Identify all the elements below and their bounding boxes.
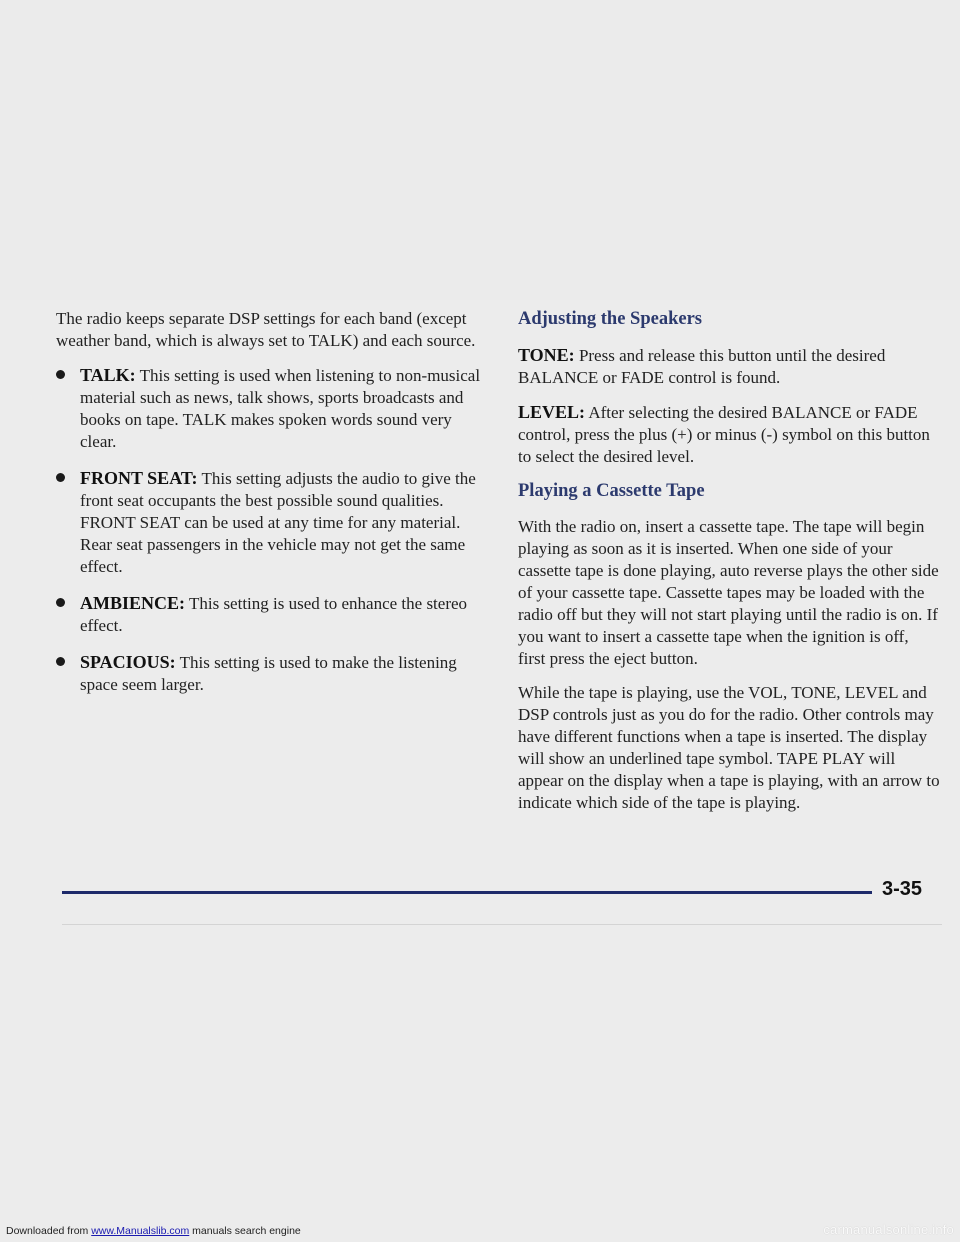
- cassette-paragraph-1: With the radio on, insert a cassette tape. The tape will begin playing as soon as it is inserted. When one side of your cassette tape is done playing, auto reverse plays the other side of your cassette tape. Cassette tapes may be loaded with the radio off but they will not start playing until the radio is on. If you want to insert a cassette tape when the ignition is off, first press the eject button.: [518, 517, 939, 668]
- dsp-intro-paragraph: The radio keeps separate DSP settings for each band (except weather band, which is always set to TALK) and each source.: [56, 309, 476, 350]
- heading-playing-cassette: Playing a Cassette Tape: [518, 481, 705, 501]
- front-seat-description: This setting adjusts the audio to give the front seat occupants the best possible sound qualities. FRONT SEAT can be used at any time for any material. Rear seat passengers in the vehicle may not get the same effect.: [80, 469, 476, 576]
- page-number: 3-35: [882, 878, 923, 900]
- talk-description: This setting is used when listening to non-musical material such as news, talk shows, sports broadcasts and books on tape. TALK makes spoken words sound very clear.: [80, 366, 481, 451]
- term-front-seat: FRONT SEAT:: [80, 468, 198, 488]
- faint-divider: [62, 924, 942, 925]
- bullet-icon: [56, 657, 65, 666]
- level-paragraph: [518, 401, 940, 468]
- term-ambience: AMBIENCE:: [80, 593, 186, 613]
- bullet-icon: [56, 370, 65, 379]
- term-talk: TALK:: [80, 365, 136, 385]
- term-level: LEVEL:: [518, 402, 586, 422]
- tone-description: Press and release this button until the desired BALANCE or FADE control is found.: [518, 346, 886, 387]
- tone-paragraph: [518, 344, 940, 389]
- bullet-icon: [56, 473, 65, 482]
- list-item-ambience: [56, 592, 492, 637]
- spacious-description: This setting is used to make the listening space seem larger.: [80, 653, 457, 694]
- level-description: After selecting the desired BALANCE or FADE control, press the plus (+) or minus (-) symbol on this button to select the desired level.: [518, 403, 930, 466]
- footer-suffix: manuals search engine: [189, 1225, 301, 1237]
- term-tone: TONE:: [518, 345, 575, 365]
- list-item-front-seat: [56, 467, 492, 578]
- term-spacious: SPACIOUS:: [80, 652, 176, 672]
- footer-rule: [62, 891, 872, 894]
- site-watermark: carmanualsonline.info: [823, 1222, 954, 1237]
- download-footer: [6, 1225, 301, 1237]
- ambience-description: This setting is used to enhance the stereo effect.: [80, 594, 468, 635]
- right-column: [518, 308, 940, 826]
- cassette-paragraph-2: While the tape is playing, use the VOL, TONE, LEVEL and DSP controls just as you do for the radio. Other controls may have different functions when a tape is inserted. The display will show an underlined tape symbol. TAPE PLAY will appear on the display when a tape is playing, with an arrow to indicate which side of the tape is playing.: [518, 683, 940, 812]
- blank-header-area: [0, 0, 960, 300]
- dsp-settings-list: [56, 364, 492, 696]
- bullet-icon: [56, 598, 65, 607]
- manualslib-link[interactable]: www.Manualslib.com: [91, 1225, 190, 1237]
- heading-adjusting-speakers: Adjusting the Speakers: [518, 309, 702, 329]
- list-item-talk: [56, 364, 492, 453]
- footer-prefix: Downloaded from: [6, 1225, 92, 1237]
- left-column: [56, 308, 492, 710]
- list-item-spacious: [56, 651, 492, 696]
